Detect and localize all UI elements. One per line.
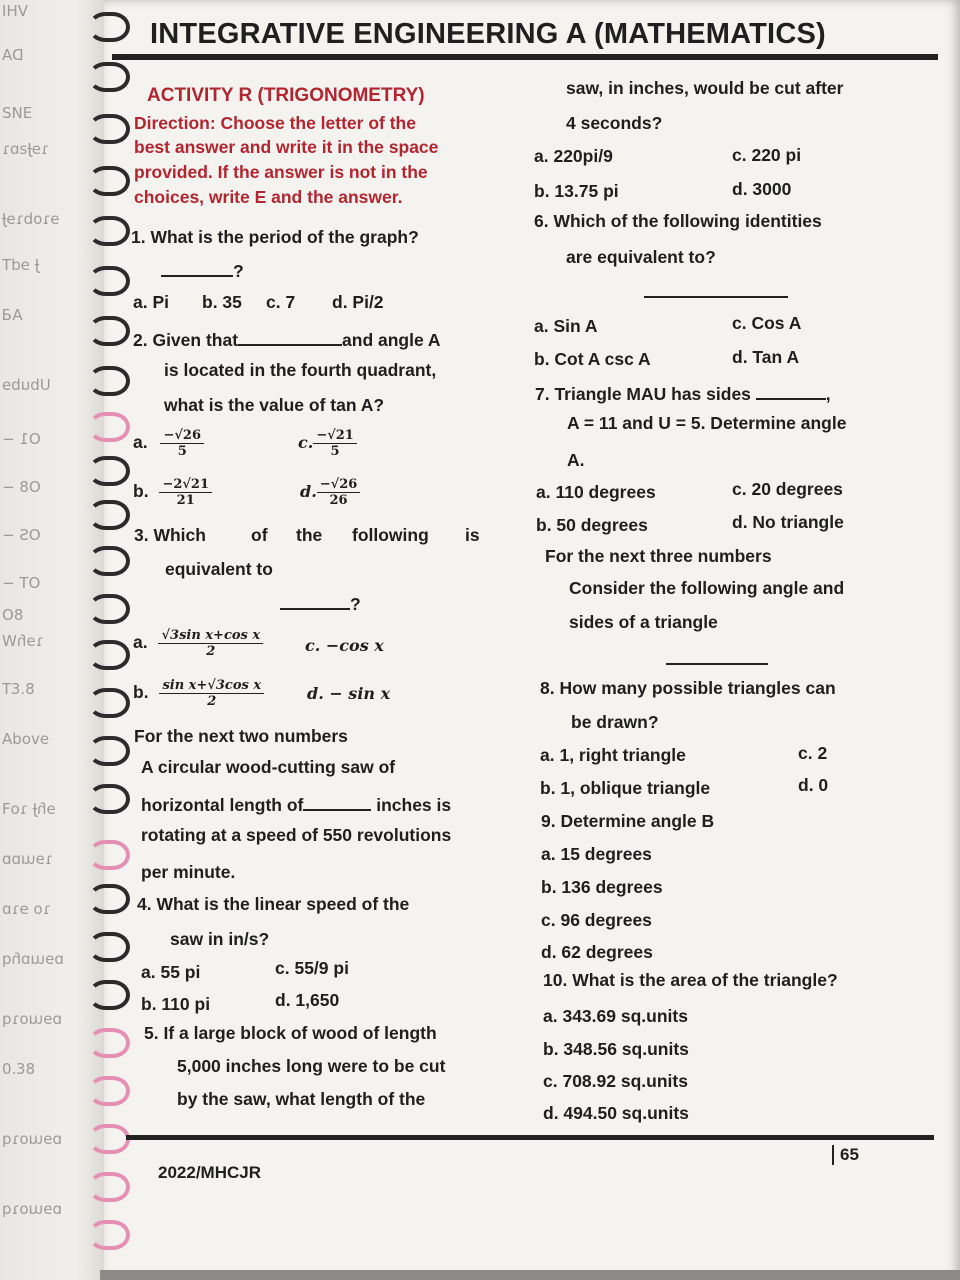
- choice-a: a. $\frac{\text{√3sin x+cos x}}{2}$: [133, 628, 263, 659]
- choice-b: b. 50 degrees: [536, 515, 648, 535]
- question-5: 5. If a large block of wood of length: [144, 1023, 437, 1043]
- question-1: 1. What is the period of the graph?: [131, 227, 419, 247]
- group-text: sides of a triangle: [569, 612, 718, 632]
- choice-b: b. 136 degrees: [541, 877, 663, 897]
- question-3-word: of: [251, 525, 268, 545]
- page-bottom-edge: [100, 1270, 960, 1280]
- header-rule: [112, 54, 938, 60]
- group-blank: [666, 646, 768, 670]
- choice-d: d. $\frac{-√26}{26}$: [300, 477, 360, 508]
- question-10: 10. What is the area of the triangle?: [543, 970, 838, 990]
- choice-a: a. $\frac{-√26}{5}$: [133, 428, 204, 459]
- group-text: A circular wood-cutting saw of: [141, 757, 396, 777]
- question-5-line: 5,000 inches long were to be cut: [177, 1056, 446, 1076]
- choice-d: d. Pi/2: [332, 292, 384, 312]
- choice-b: b. 348.56 sq.units: [543, 1039, 689, 1059]
- choice-a: a. 110 degrees: [536, 482, 656, 502]
- question-9: 9. Determine angle B: [541, 811, 715, 831]
- question-7-line: A = 11 and U = 5. Determine angle: [567, 413, 847, 433]
- question-2-line: is located in the fourth quadrant,: [164, 360, 437, 380]
- question-6: 6. Which of the following identities: [534, 211, 822, 231]
- choice-c: c. −cos x: [305, 636, 384, 655]
- choice-b: b. $\frac{\text{sin x+√3cos x}}{2}$: [133, 678, 264, 709]
- choice-c: c. 96 degrees: [541, 910, 652, 930]
- question-3-word: is: [465, 525, 480, 545]
- question-3-word: following: [352, 525, 429, 545]
- question-6-blank: [644, 279, 788, 303]
- choice-c: c. 20 degrees: [732, 479, 843, 499]
- question-3-line: equivalent to: [165, 559, 273, 579]
- question-3-word: the: [296, 525, 323, 545]
- question-5-line: by the saw, what length of the: [177, 1089, 426, 1109]
- choice-a: a. Sin A: [534, 316, 598, 336]
- question-8: 8. How many possible triangles can: [540, 678, 836, 698]
- choice-a: a. 343.69 sq.units: [543, 1006, 688, 1026]
- choice-b: b. 110 pi: [141, 994, 211, 1014]
- question-7-line: A.: [567, 450, 585, 470]
- choice-d: d. − sin x: [307, 684, 391, 703]
- choice-d: d. Tan A: [732, 347, 800, 367]
- question-7: 7. Triangle MAU has sides ,: [535, 381, 831, 405]
- choice-a: a. Pi: [133, 292, 169, 312]
- choice-a: a. 55 pi: [141, 962, 201, 982]
- question-4: 4. What is the linear speed of the: [137, 894, 410, 914]
- choice-c: c. 708.92 sq.units: [543, 1071, 688, 1091]
- question-2-line: what is the value of tan A?: [164, 395, 385, 415]
- choice-d: d. 62 degrees: [541, 942, 653, 962]
- previous-page-edge: VHI DA ƎИƧ ɿɘɈƨɒɿ ɘɿobɿɘɈ Ɉ ɘdT AƋ Ububɘ O1 − O8 − OS − OT − 8O ɿɘɦW 8.ƐT ɘvodA ɘɦɈ ɿoꟻ ɿɘɯɒɒ ɿo ɘɿɒ ɒɘɯɒɦq ɒɘɯoɿq 8Ɛ.0 ɒɘɯoɿq ɒɘɯoɿq: [0, 0, 110, 1280]
- choice-b: b. Cot A csc A: [534, 349, 651, 369]
- group-text: Consider the following angle and: [569, 578, 845, 598]
- question-1-blank: ?: [161, 258, 244, 282]
- choice-b: b. 35: [202, 292, 242, 312]
- choice-d: d. 0: [798, 775, 829, 795]
- choice-b: b. $\frac{-2√21}{21}$: [133, 477, 212, 508]
- choice-d: d. 1,650: [275, 990, 340, 1010]
- question-5-line: 4 seconds?: [566, 113, 663, 133]
- choice-c: c. Cos A: [732, 313, 802, 333]
- choice-c: c. 55/9 pi: [275, 958, 349, 978]
- choice-d: d. 494.50 sq.units: [543, 1103, 689, 1123]
- direction-line: provided. If the answer is not in the: [134, 162, 428, 182]
- page-number: 65: [832, 1145, 859, 1165]
- choice-d: d. No triangle: [732, 512, 844, 532]
- footer-code: 2022/MHCJR: [158, 1163, 261, 1182]
- choice-a: a. 220pi/9: [534, 146, 613, 166]
- group-text: per minute.: [141, 862, 236, 882]
- choice-d: d. 3000: [732, 179, 792, 199]
- direction-line: choices, write E and the answer.: [134, 187, 403, 207]
- question-5-line: saw, in inches, would be cut after: [566, 78, 844, 98]
- choice-a: a. 1, right triangle: [540, 745, 686, 765]
- group-text: horizontal length of inches is: [141, 792, 451, 816]
- question-6-line: are equivalent to?: [566, 247, 716, 267]
- footer-rule: [126, 1135, 934, 1140]
- choice-c: c. 2: [798, 743, 828, 763]
- direction-line: best answer and write it in the space: [134, 137, 439, 157]
- choice-c: c. 7: [266, 292, 296, 312]
- question-4-line: saw in in/s?: [170, 929, 270, 949]
- page-title: INTEGRATIVE ENGINEERING A (MATHEMATICS): [150, 18, 826, 50]
- question-3: 3. Which: [134, 525, 206, 545]
- choice-b: b. 1, oblique triangle: [540, 778, 711, 798]
- direction-line: Direction: Choose the letter of the: [134, 113, 416, 133]
- group-heading: For the next two numbers: [134, 726, 348, 746]
- group-heading: For the next three numbers: [545, 546, 772, 566]
- activity-title: ACTIVITY R (TRIGONOMETRY): [147, 85, 425, 106]
- choice-a: a. 15 degrees: [541, 844, 652, 864]
- choice-b: b. 13.75 pi: [534, 181, 619, 201]
- question-2: 2. Given that and angle A: [133, 327, 441, 351]
- question-3-blank: ?: [280, 591, 361, 615]
- choice-c: c. $\frac{-√21}{5}$: [298, 428, 357, 459]
- choice-c: c. 220 pi: [732, 145, 802, 165]
- group-text: rotating at a speed of 550 revolutions: [141, 825, 452, 845]
- question-8-line: be drawn?: [571, 712, 659, 732]
